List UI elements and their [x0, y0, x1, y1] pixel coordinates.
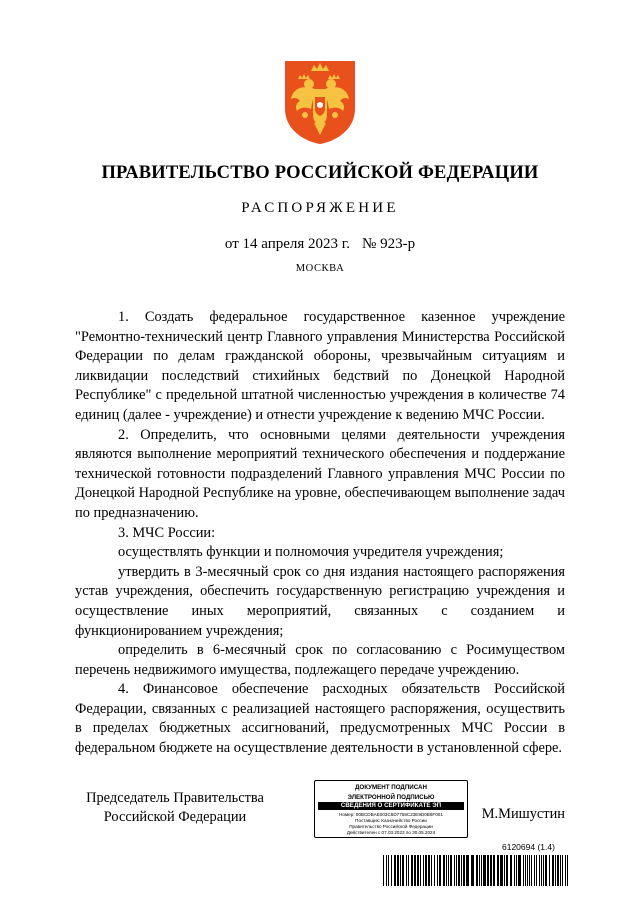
barcode-bar — [516, 855, 517, 886]
barcode-bar — [466, 855, 469, 886]
barcode-bar — [448, 855, 449, 886]
barcode-bar — [557, 855, 559, 886]
barcode-bar — [545, 855, 547, 886]
stamp-issuer: Поставщик: Казначейство России — [355, 818, 427, 823]
barcode-bar — [400, 855, 401, 886]
barcode-bar — [388, 855, 389, 886]
barcode-bar — [560, 855, 561, 886]
barcode-bar — [428, 855, 430, 886]
document-serial: 6120694 (1.4) — [502, 842, 555, 852]
barcode-bar — [510, 855, 512, 886]
barcode-bar — [437, 855, 438, 886]
barcode-bar — [527, 855, 528, 886]
stamp-validity: Действителен с 07.03.2023 по 30.05.2024 — [346, 830, 436, 835]
stamp-owner: Правительство Российской Федерации — [349, 824, 433, 829]
barcode-bar — [543, 855, 544, 886]
barcode-bar — [479, 855, 480, 886]
document-body — [75, 308, 565, 759]
barcode-bar — [534, 855, 535, 886]
barcode-bar — [565, 855, 566, 886]
barcode-bar — [514, 855, 515, 886]
barcode-bar — [552, 855, 554, 886]
stamp-certificate-bar: СВЕДЕНИЯ О СЕРТИФИКАТЕ ЭП — [318, 802, 464, 810]
barcode-bar — [450, 855, 452, 886]
stamp-line1: ДОКУМЕНТ ПОДПИСАН — [355, 784, 427, 791]
barcode-bar — [531, 855, 532, 886]
document-date: от 14 апреля 2023 г. — [224, 236, 351, 252]
barcode-bar — [500, 855, 503, 886]
stamp-line2: ЭЛЕКТРОННОЙ ПОДПИСЬЮ — [347, 794, 435, 801]
barcode-bar — [394, 855, 396, 886]
document-city: МОСКВА — [295, 263, 345, 274]
paragraph-3-2: утвердить в 3-месячный срок со дня издания настоящего распоряжения устав учреждения, обеспечить государственную регистрацию учреждения и осуществление иных мероприятий, связанных с созданием и функционированием учреждения; — [75, 563, 565, 639]
barcode-bar — [493, 855, 495, 886]
barcode-bar — [536, 855, 537, 886]
barcode-bar — [506, 855, 508, 886]
barcode-bar — [408, 855, 409, 886]
signatory-position-line2: Российской Федерации — [103, 809, 247, 825]
barcode-bar — [434, 855, 435, 886]
barcode-bar — [483, 855, 486, 886]
barcode-bar — [439, 855, 441, 886]
barcode-bar — [567, 855, 568, 886]
barcode-bar — [383, 855, 384, 886]
barcode-bar — [406, 855, 407, 886]
barcode-icon — [383, 855, 568, 886]
paragraph-3-1: осуществлять функции и полномочия учредителя учреждения; — [118, 544, 504, 561]
paragraph-4: 4. Финансовое обеспечение расходных обязательств Российской Федерации, связанных с реализацией настоящего распоряжения, осуществить в пределах бюджетных ассигнований, предусмотренных МЧС России в федеральном бюджете на осуществление деятельности в установленной сфере. — [75, 681, 565, 757]
barcode-bar — [562, 855, 563, 886]
paragraph-3: 3. МЧС России: — [118, 524, 216, 541]
barcode-bar — [471, 855, 474, 886]
barcode-bar — [446, 855, 447, 886]
document-date-line — [0, 236, 640, 253]
paragraph-3-3: определить в 6-месячный срок по согласованию с Росимуществом перечень недвижимого имущества, подлежащего передаче учреждению. — [75, 642, 565, 678]
barcode-bar — [463, 855, 465, 886]
document-type: РАСПОРЯЖЕНИЕ — [241, 200, 399, 216]
barcode-bar — [443, 855, 445, 886]
barcode-bar — [549, 855, 550, 886]
barcode-bar — [425, 855, 427, 886]
barcode-bar — [481, 855, 482, 886]
paragraph-1: 1. Создать федеральное государственное казенное учреждение "Ремонтно-технический центр Главного управления Министерства Российской Федерации по делам гражданской обороны, чрезвычайным ситуациям и ликвидации последствий стихийных бедствий по Донецкой Народной Республике" с предельной штатной численностью учреждения в количестве 74 единиц (далее - учреждение) и отнести учреждение к ведению МЧС России. — [75, 309, 565, 423]
stamp-cert-number: Номер: 00BCDBAE003C6D7758C23E9D0B6F001 — [339, 812, 443, 817]
barcode-bar — [529, 855, 530, 886]
coat-of-arms-icon — [281, 57, 359, 145]
barcode-bar — [487, 855, 489, 886]
barcode-bar — [397, 855, 399, 886]
barcode-bar — [414, 855, 416, 886]
barcode-bar — [417, 855, 419, 886]
paragraph-2: 2. Определить, что основными целями деятельности учреждения являются выполнение мероприятий технического обеспечения и поддержание технической готовности подразделений Главного управления МЧС России по Донецкой Народной Республике на уровне, обеспечивающем выполнение задач по предназначению. — [75, 426, 565, 521]
barcode-bar — [454, 855, 455, 886]
barcode-bar — [490, 855, 492, 886]
barcode-bar — [504, 855, 505, 886]
document-number: № 923-р — [362, 236, 416, 252]
barcode-bar — [431, 855, 432, 886]
barcode-bar — [539, 855, 540, 886]
barcode-bar — [402, 855, 404, 886]
barcode-bar — [497, 855, 499, 886]
barcode-bar — [411, 855, 413, 886]
barcode-bar — [391, 855, 392, 886]
barcode-bar — [461, 855, 462, 886]
signatory-position — [75, 789, 275, 827]
barcode-bar — [525, 855, 526, 886]
barcode-bar — [420, 855, 421, 886]
signatory-name: М.Мишустин — [481, 806, 565, 822]
barcode-bar — [456, 855, 457, 886]
barcode-bar — [518, 855, 521, 886]
barcode-bar — [523, 855, 524, 886]
barcode-bar — [541, 855, 542, 886]
electronic-signature-stamp — [314, 780, 468, 838]
barcode-bar — [423, 855, 424, 886]
government-title: ПРАВИТЕЛЬСТВО РОССИЙСКОЙ ФЕДЕРАЦИИ — [101, 163, 539, 183]
barcode-bar — [476, 855, 478, 886]
barcode-bar — [386, 855, 387, 886]
barcode-bar — [458, 855, 460, 886]
signatory-position-line1: Председатель Правительства — [86, 790, 264, 806]
barcode-bar — [555, 855, 556, 886]
